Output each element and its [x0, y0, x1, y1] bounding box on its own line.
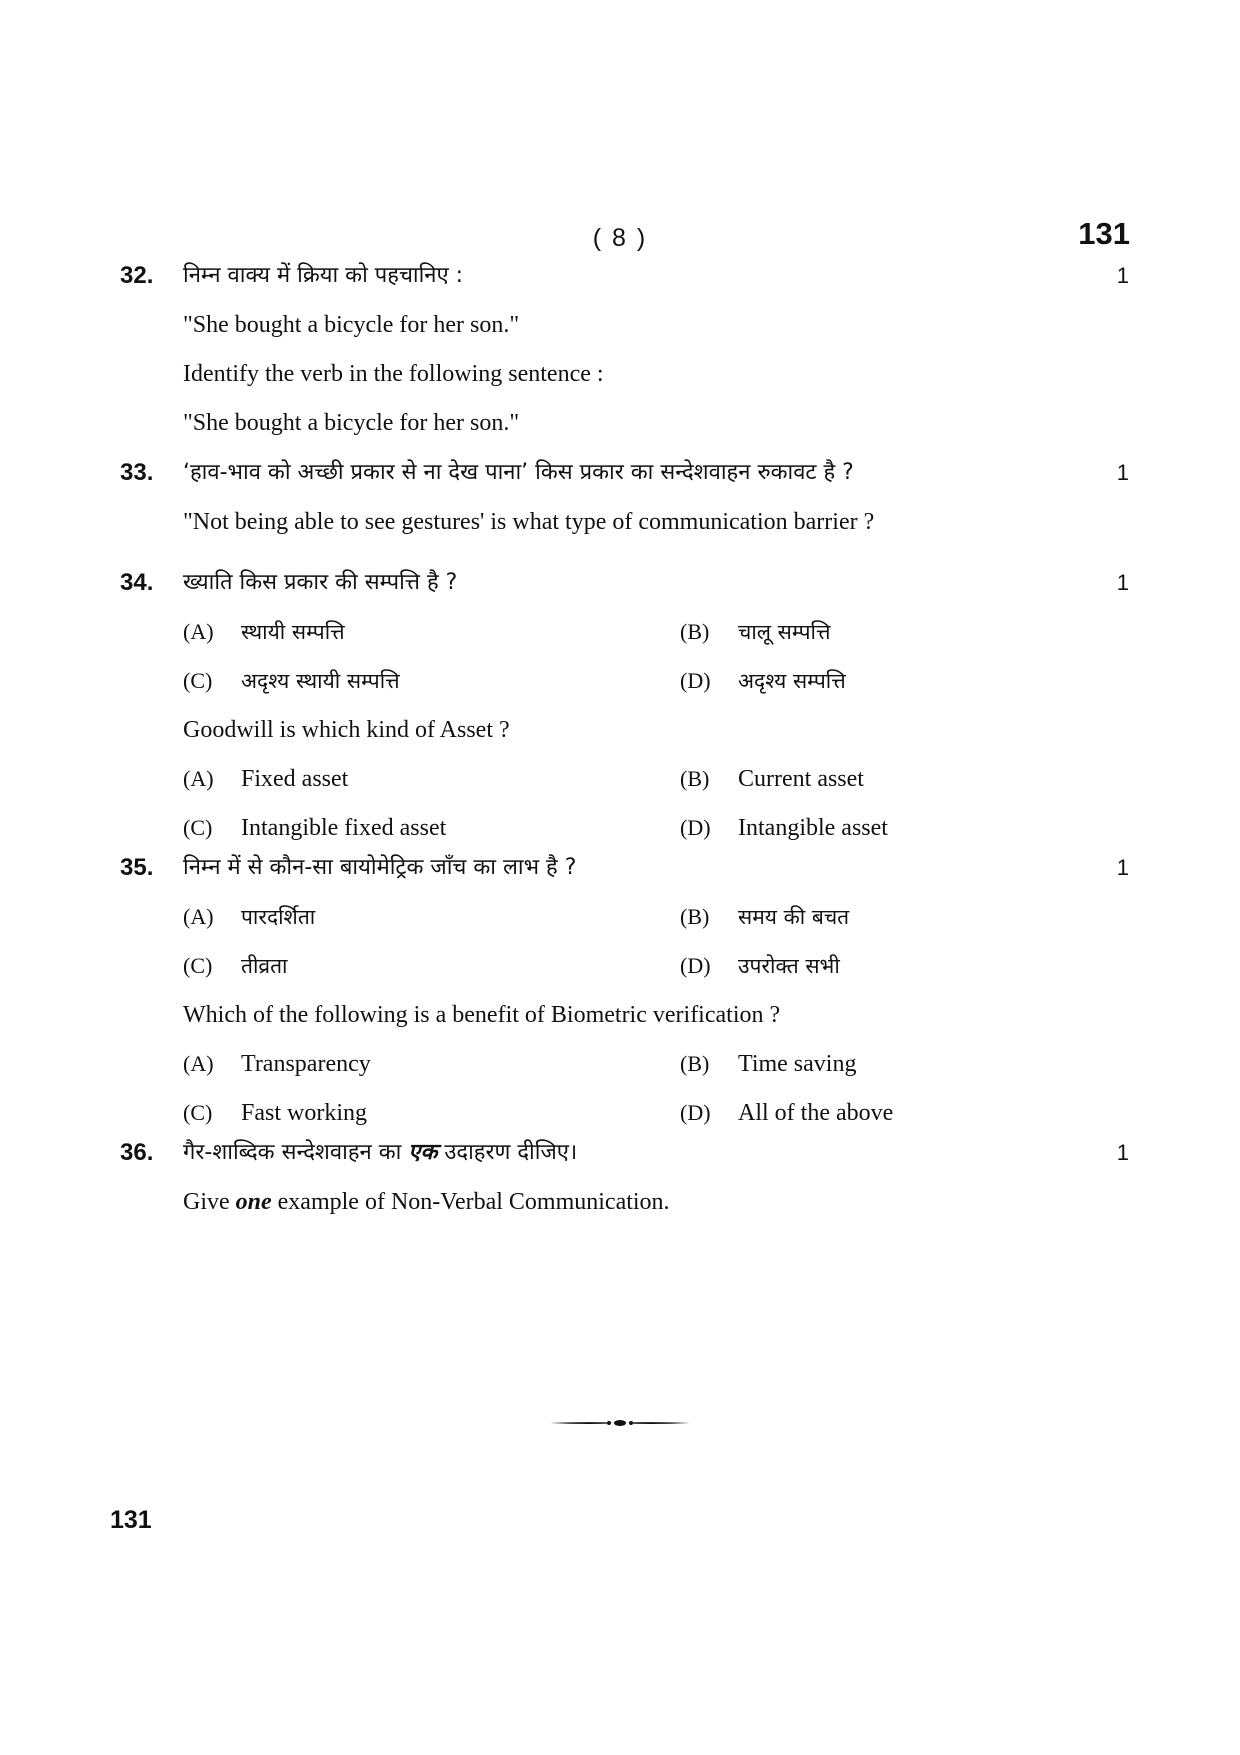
option-letter: (C)	[183, 953, 213, 978]
end-ornament-icon	[548, 1413, 692, 1433]
option-text: पारदर्शिता	[241, 905, 316, 929]
question-body	[183, 566, 1053, 860]
question-number: 35.	[120, 854, 154, 881]
option-letter: (B)	[680, 904, 710, 929]
option-b-english	[680, 1047, 856, 1081]
question-number: 34.	[120, 569, 154, 596]
option-letter: (B)	[680, 766, 710, 791]
emphasis-text: one	[235, 1189, 272, 1215]
option-letter: (C)	[183, 668, 213, 693]
option-row	[183, 664, 1053, 698]
question-body	[183, 456, 1053, 554]
option-letter: (C)	[183, 815, 213, 840]
option-text: अदृश्य स्थायी सम्पत्ति	[241, 669, 400, 693]
question-number: 32.	[120, 262, 154, 289]
option-letter: (B)	[680, 1051, 710, 1076]
text-segment: उदाहरण दीजिए।	[437, 1140, 578, 1165]
option-b-hindi	[680, 615, 830, 649]
text-segment: गैर-शाब्दिक सन्देशवाहन का	[183, 1140, 409, 1165]
option-text: Time saving	[738, 1051, 857, 1077]
option-text: Fixed asset	[241, 766, 349, 792]
option-text: उपरोक्त सभी	[738, 954, 840, 978]
question-text-english: Which of the following is a benefit of Biometric verification ?	[183, 1002, 781, 1028]
option-row	[183, 762, 1053, 796]
option-letter: (A)	[183, 1051, 214, 1076]
option-row	[183, 1096, 1053, 1130]
option-letter: (C)	[183, 1100, 213, 1125]
question-marks: 1	[1116, 1140, 1129, 1165]
question-text-english	[183, 1185, 1053, 1219]
option-letter: (B)	[680, 619, 710, 644]
question-body	[183, 259, 1053, 455]
question-body	[183, 1136, 1053, 1234]
option-text: स्थायी सम्पत्ति	[241, 620, 345, 644]
option-row	[183, 900, 1053, 934]
text-segment: example of Non-Verbal Communication.	[271, 1189, 670, 1215]
option-b-hindi	[680, 900, 849, 934]
option-d-english	[680, 811, 888, 845]
option-letter: (D)	[680, 668, 711, 693]
option-b-english	[680, 762, 864, 796]
option-d-hindi	[680, 664, 846, 698]
option-c-hindi	[183, 664, 400, 698]
option-text: Intangible asset	[738, 815, 888, 841]
option-letter: (A)	[183, 766, 214, 791]
option-a-hindi	[183, 900, 315, 934]
question-text-hindi: निम्न में से कौन-सा बायोमेट्रिक जाँच का लाभ है ?	[183, 855, 577, 880]
option-text: तीव्रता	[241, 954, 288, 978]
question-number: 33.	[120, 459, 154, 486]
question-text-hindi	[183, 1136, 1053, 1170]
option-d-english	[680, 1096, 893, 1130]
option-text: All of the above	[738, 1100, 894, 1126]
question-marks: 1	[1116, 263, 1129, 288]
option-row	[183, 615, 1053, 649]
text-segment: Give	[183, 1189, 236, 1215]
quoted-sentence-hindi: "She bought a bicycle for her son."	[183, 312, 520, 338]
option-text: Current asset	[738, 766, 864, 792]
emphasis-text: एक	[408, 1140, 438, 1165]
question-text-english: Goodwill is which kind of Asset ?	[183, 717, 510, 743]
question-text-english: Identify the verb in the following sentence :	[183, 361, 604, 387]
option-letter: (D)	[680, 953, 711, 978]
option-a-english	[183, 1047, 371, 1081]
question-marks: 1	[1116, 460, 1129, 485]
question-text-english: "Not being able to see gestures' is what type of communication barrier ?	[183, 509, 875, 535]
question-marks: 1	[1116, 570, 1129, 595]
paper-code-bottom: 131	[110, 1506, 152, 1534]
option-text: Fast working	[241, 1100, 367, 1126]
question-marks: 1	[1116, 855, 1129, 880]
option-text: Intangible fixed asset	[241, 815, 447, 841]
option-letter: (A)	[183, 619, 214, 644]
option-c-hindi	[183, 949, 288, 983]
question-text-hindi: निम्न वाक्य में क्रिया को पहचानिए :	[183, 263, 464, 288]
option-row	[183, 811, 1053, 845]
option-a-hindi	[183, 615, 345, 649]
option-c-english	[183, 1096, 367, 1130]
option-text: चालू सम्पत्ति	[738, 620, 831, 644]
page-number: ( 8 )	[592, 224, 648, 252]
question-number: 36.	[120, 1139, 154, 1166]
paper-code-top: 131	[1078, 216, 1130, 251]
option-a-english	[183, 762, 348, 796]
question-text-hindi: ‘हाव-भाव को अच्छी प्रकार से ना देख पाना’ किस प्रकार का सन्देशवाहन रुकावट है ?	[183, 460, 854, 485]
option-text: Transparency	[241, 1051, 371, 1077]
option-letter: (D)	[680, 815, 711, 840]
option-row	[183, 1047, 1053, 1081]
question-text-hindi: ख्याति किस प्रकार की सम्पत्ति है ?	[183, 570, 458, 595]
option-row	[183, 949, 1053, 983]
option-letter: (D)	[680, 1100, 711, 1125]
option-text: अदृश्य सम्पत्ति	[738, 669, 846, 693]
option-c-english	[183, 811, 446, 845]
quoted-sentence-english: "She bought a bicycle for her son."	[183, 410, 520, 436]
option-letter: (A)	[183, 904, 214, 929]
option-text: समय की बचत	[738, 905, 850, 929]
question-body	[183, 851, 1053, 1145]
option-d-hindi	[680, 949, 840, 983]
